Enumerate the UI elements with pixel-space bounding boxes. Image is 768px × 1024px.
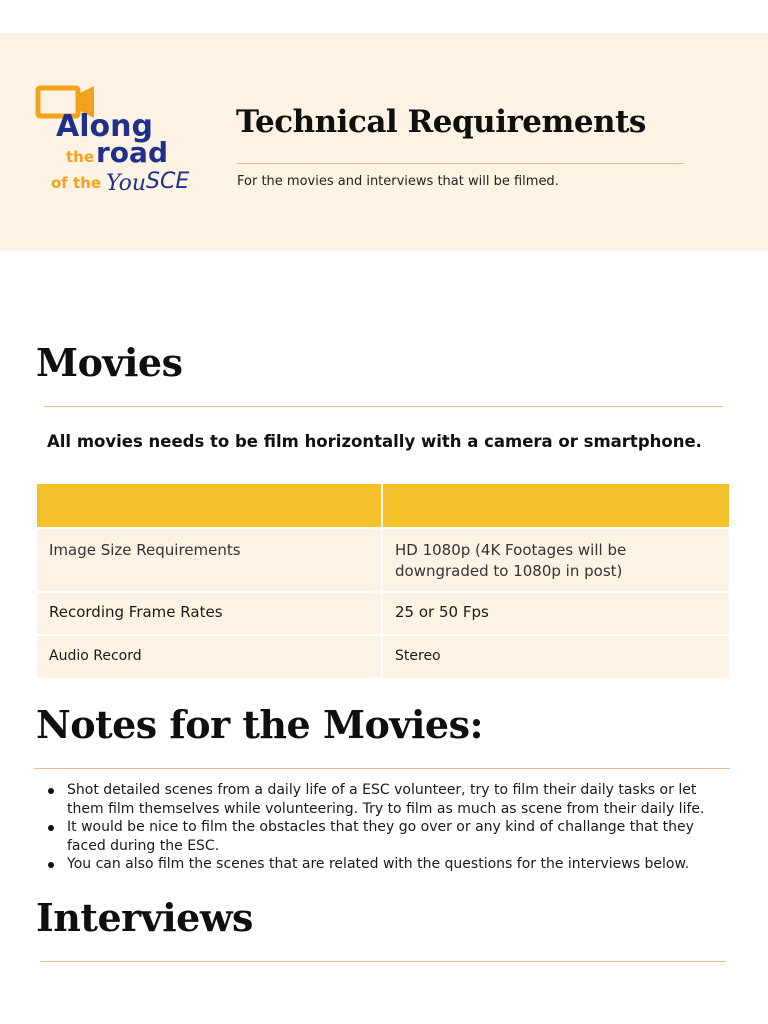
interviews-heading: Interviews — [36, 895, 253, 940]
logo-line2-big: road — [96, 136, 168, 169]
list-item: It would be nice to film the obstacles that they go over or any kind of challange that they faced during the ESC. — [48, 818, 728, 855]
table-cell-label: Audio Record — [37, 636, 383, 680]
table-header-cell — [37, 484, 383, 529]
logo-line3-script: You — [106, 171, 147, 196]
logo-line3-small: of the — [51, 174, 102, 192]
movies-lead: All movies needs to be film horizontally with a camera or smartphone. — [47, 432, 702, 451]
movies-heading: Movies — [36, 340, 183, 385]
notes-divider — [34, 768, 730, 769]
table-row — [37, 593, 731, 636]
notes-list — [48, 781, 728, 874]
movies-divider — [44, 406, 723, 407]
table-cell-label: Recording Frame Rates — [37, 593, 383, 636]
table-row — [37, 636, 731, 680]
page-subtitle: For the movies and interviews that will be filmed. — [237, 174, 559, 189]
logo-line3-brand: SCE — [146, 169, 190, 194]
header-divider — [237, 163, 684, 164]
list-item: Shot detailed scenes from a daily life of a ESC volunteer, try to film their daily tasks or let them film themselves while volunteering. Try to film as much as scene from their daily life. — [48, 781, 728, 818]
list-item: You can also film the scenes that are related with the questions for the interviews below. — [48, 855, 728, 874]
table-cell-value: HD 1080p (4K Footages will be downgraded to 1080p in post) — [383, 529, 731, 593]
table-cell-label: Image Size Requirements — [37, 529, 383, 593]
table-cell-value: 25 or 50 Fps — [383, 593, 731, 636]
interviews-divider — [40, 961, 726, 962]
table-header-row — [37, 484, 731, 529]
requirements-table — [37, 484, 731, 680]
logo-line2-small: the — [66, 148, 95, 166]
along-the-road-logo — [34, 78, 214, 214]
page-title: Technical Requirements — [236, 104, 646, 140]
table-header-cell — [383, 484, 731, 529]
table-row — [37, 529, 731, 593]
notes-heading: Notes for the Movies: — [36, 702, 483, 747]
table-cell-value: Stereo — [383, 636, 731, 680]
logo-line1: Along — [56, 109, 153, 144]
